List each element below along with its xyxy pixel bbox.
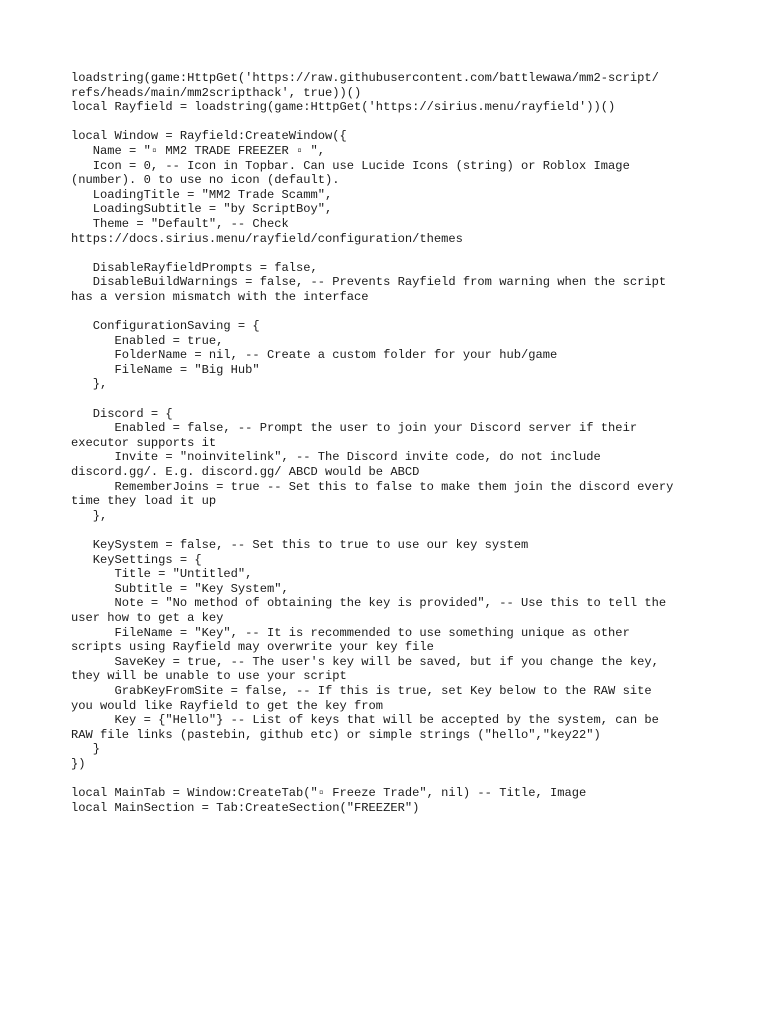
- code-line: (number). 0 to use no icon (default).: [71, 173, 340, 188]
- code-line: Enabled = true,: [71, 333, 224, 348]
- code-line: they will be unable to use your script: [71, 669, 347, 684]
- code-line: Note = "No method of obtaining the key is provided", -- Use this to tell the: [71, 596, 667, 611]
- code-line: [71, 115, 711, 130]
- code-line: local Window = Rayfield:CreateWindow({: [71, 129, 347, 144]
- code-line: local Rayfield = loadstring(game:HttpGet('https://sirius.menu/rayfield'))(): [71, 100, 616, 115]
- code-line: user how to get a key: [71, 610, 224, 625]
- code-line: you would like Rayfield to get the key from: [71, 698, 384, 713]
- code-line: FileName = "Big Hub": [71, 362, 260, 377]
- code-line: FileName = "Key", -- It is recommended to use something unique as other: [71, 625, 630, 640]
- code-line: [71, 392, 711, 407]
- code-line: Name = "▫ MM2 TRADE FREEZER ▫ ",: [71, 143, 326, 158]
- code-line: [71, 772, 711, 787]
- code-line: ConfigurationSaving = {: [71, 319, 260, 334]
- code-line: DisableBuildWarnings = false, -- Prevents Rayfield from warning when the script: [71, 275, 667, 290]
- code-line: local MainTab = Window:CreateTab("▫ Freeze Trade", nil) -- Title, Image: [71, 786, 587, 801]
- code-line: Key = {"Hello"} -- List of keys that will be accepted by the system, can be: [71, 713, 659, 728]
- code-line: }): [71, 756, 86, 771]
- code-line: }: [71, 742, 101, 757]
- code-line: KeySystem = false, -- Set this to true to use our key system: [71, 538, 529, 552]
- code-block: [71, 71, 711, 815]
- code-line: [71, 305, 711, 320]
- code-line: LoadingTitle = "MM2 Trade Scamm",: [71, 187, 333, 202]
- code-line: [71, 246, 711, 261]
- code-line: scripts using Rayfield may overwrite your key file: [71, 640, 434, 655]
- code-line: Theme = "Default", -- Check: [71, 216, 289, 231]
- code-line: },: [71, 377, 108, 392]
- code-line: KeySettings = {: [71, 552, 202, 567]
- code-line: [71, 523, 711, 538]
- code-line: RememberJoins = true -- Set this to false to make them join the discord every: [71, 479, 674, 494]
- code-line: DisableRayfieldPrompts = false,: [71, 260, 318, 275]
- code-line: Enabled = false, -- Prompt the user to join your Discord server if their: [71, 421, 638, 436]
- code-line: Discord = {: [71, 406, 173, 421]
- code-line: },: [71, 508, 108, 523]
- code-line: Invite = "noinvitelink", -- The Discord invite code, do not include: [71, 450, 601, 465]
- code-line: Subtitle = "Key System",: [71, 581, 289, 596]
- code-line: LoadingSubtitle = "by ScriptBoy",: [71, 202, 333, 217]
- code-line: loadstring(game:HttpGet('https://raw.githubusercontent.com/battlewawa/mm2-script/: [71, 71, 659, 85]
- code-line: Title = "Untitled",: [71, 567, 253, 582]
- code-line: local MainSection = Tab:CreateSection("FREEZER"): [71, 800, 420, 815]
- code-line: time they load it up: [71, 494, 217, 509]
- code-line: GrabKeyFromSite = false, -- If this is true, set Key below to the RAW site: [71, 683, 652, 698]
- code-line: has a version mismatch with the interface: [71, 289, 369, 304]
- code-line: FolderName = nil, -- Create a custom folder for your hub/game: [71, 348, 558, 363]
- code-line: Icon = 0, -- Icon in Topbar. Can use Lucide Icons (string) or Roblox Image: [71, 158, 630, 173]
- code-line: https://docs.sirius.menu/rayfield/configuration/themes: [71, 231, 463, 246]
- code-line: SaveKey = true, -- The user's key will be saved, but if you change the key,: [71, 654, 659, 669]
- code-line: refs/heads/main/mm2scripthack', true))(): [71, 85, 362, 100]
- code-line: RAW file links (pastebin, github etc) or simple strings ("hello","key22"): [71, 727, 601, 742]
- code-line: discord.gg/. E.g. discord.gg/ ABCD would be ABCD: [71, 465, 420, 480]
- code-line: executor supports it: [71, 435, 217, 450]
